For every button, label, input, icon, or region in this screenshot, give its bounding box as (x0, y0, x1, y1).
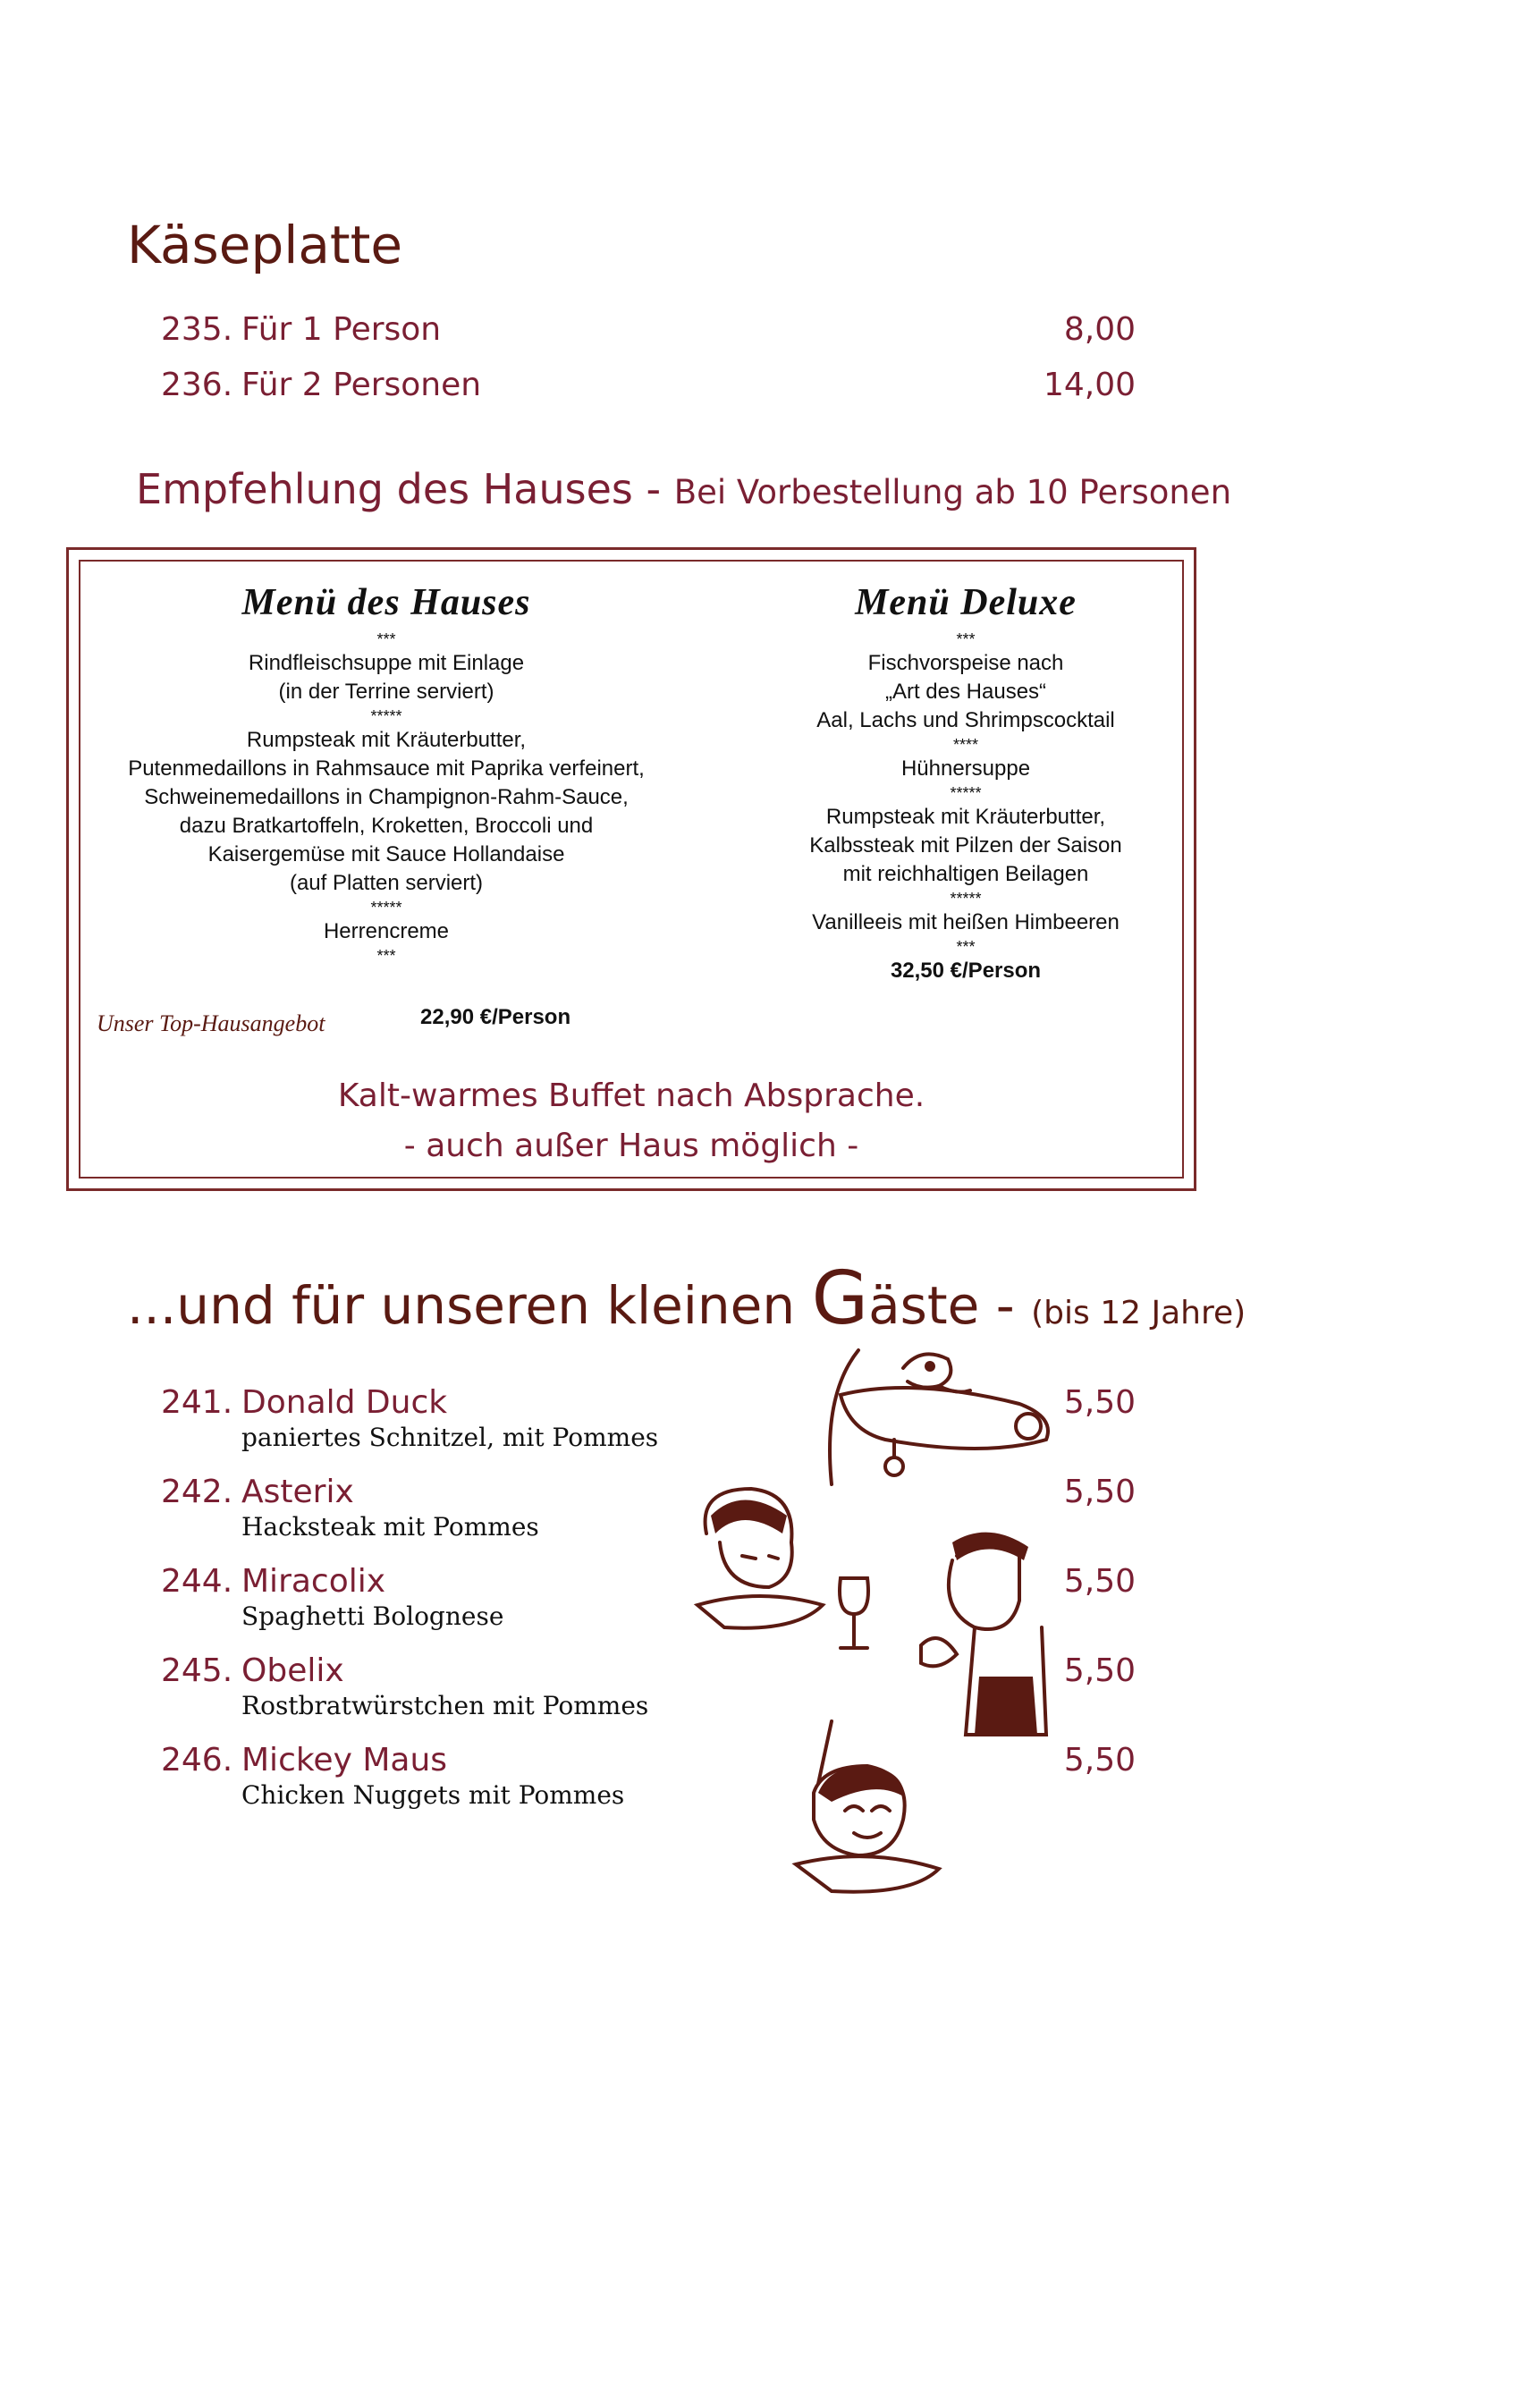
separator: *** (956, 630, 976, 648)
mickey-boy-illustration (778, 1712, 957, 1900)
menu-line: Fischvorspeise nach (867, 651, 1064, 675)
menu-title: Menü Deluxe (855, 582, 1077, 623)
menu-line: Herrencreme (323, 919, 450, 943)
item-name: Für 2 Personen (241, 367, 482, 403)
menu-line: Vanilleeis mit heißen Himbeeren (812, 910, 1120, 934)
separator: ***** (370, 899, 402, 917)
menu-line: dazu Bratkartoffeln, Kroketten, Broccoli und (179, 814, 594, 838)
buffet-line: - auch außer Haus möglich - (403, 1128, 859, 1164)
kids-title-pre: ...und für unseren kleinen (127, 1275, 812, 1336)
kaeseplatte-heading: Käseplatte (127, 215, 403, 275)
item-number: 236. (161, 367, 233, 403)
menu-line: Putenmedaillons in Rahmsauce mit Paprika verfeinert, (128, 756, 645, 781)
kids-title-initial: G (811, 1256, 869, 1341)
separator: *** (376, 630, 396, 648)
empfehlung-subtitle: Bei Vorbestellung ab 10 Personen (673, 473, 1232, 511)
item-number: 242. (161, 1474, 233, 1510)
menu-line: (auf Platten serviert) (289, 871, 484, 895)
separator: ***** (370, 707, 402, 725)
menu-line: mit reichhaltigen Beilagen (842, 862, 1089, 886)
menu-line: Schweinemedaillons in Champignon-Rahm-Sauce, (144, 785, 629, 809)
buffet-line: Kalt-warmes Buffet nach Absprache. (337, 1077, 925, 1114)
asterix-eating-illustration (689, 1480, 894, 1659)
item-description: Rostbratwürstchen mit Pommes (241, 1691, 649, 1720)
item-description: Chicken Nuggets mit Pommes (241, 1780, 625, 1810)
item-name: Donald Duck (241, 1384, 448, 1421)
item-price: 5,50 (1063, 1384, 1136, 1421)
separator: ***** (950, 890, 982, 908)
empfehlung-title: Empfehlung des Hauses - (136, 465, 674, 513)
item-price: 14,00 (1043, 367, 1136, 403)
menu-des-hauses (100, 576, 672, 966)
kids-heading (127, 1256, 1246, 1341)
menu-line: Rindfleischsuppe mit Einlage (248, 651, 525, 675)
menu-title: Menü des Hauses (241, 582, 531, 623)
item-price: 5,50 (1063, 1742, 1136, 1779)
menu-hauses-price: 22,90 €/Person (420, 1005, 571, 1029)
menu-line: Kaisergemüse mit Sauce Hollandaise (207, 842, 565, 866)
item-name: Asterix (241, 1474, 354, 1510)
menu-item-235 (161, 311, 1136, 348)
item-description: Hacksteak mit Pommes (241, 1512, 539, 1542)
item-price: 5,50 (1063, 1474, 1136, 1510)
item-price: 5,50 (1063, 1652, 1136, 1689)
menu-line: (in der Terrine serviert) (278, 680, 494, 704)
item-name: Für 1 Person (241, 311, 442, 348)
item-name: Mickey Maus (241, 1742, 448, 1779)
menu-line: Rumpsteak mit Kräuterbutter, (825, 805, 1106, 829)
airplane-duck-illustration (805, 1341, 1073, 1493)
menu-line: Kalbssteak mit Pilzen der Saison (809, 833, 1122, 858)
kids-title-post: äste - (868, 1275, 1032, 1336)
menu-line: Aal, Lachs und Shrimpscocktail (816, 708, 1115, 732)
item-number: 246. (161, 1742, 233, 1779)
menu-deluxe-price: 32,50 €/Person (890, 959, 1042, 983)
item-number: 235. (161, 311, 233, 348)
menu-line: Hühnersuppe (900, 756, 1031, 781)
item-number: 245. (161, 1652, 233, 1689)
item-number: 244. (161, 1563, 233, 1600)
kids-title-sub: (bis 12 Jahre) (1031, 1295, 1246, 1331)
separator: **** (952, 736, 979, 754)
top-offer-label: Unser Top-Hausangebot (97, 1010, 325, 1036)
buffet-note (79, 1071, 1184, 1171)
separator: ***** (950, 784, 982, 802)
item-description: Spaghetti Bolognese (241, 1601, 504, 1631)
menu-line: „Art des Hauses“ (884, 680, 1047, 704)
item-price: 8,00 (1063, 311, 1136, 348)
menu-line: Rumpsteak mit Kräuterbutter, (246, 728, 527, 752)
kids-item-246 (161, 1742, 1136, 1810)
separator: *** (956, 938, 976, 956)
item-name: Miracolix (241, 1563, 386, 1600)
empfehlung-heading (136, 465, 1231, 513)
item-number: 241. (161, 1384, 233, 1421)
menu-deluxe (769, 576, 1162, 985)
item-name: Obelix (241, 1652, 344, 1689)
item-description: paniertes Schnitzel, mit Pommes (241, 1423, 659, 1452)
separator: *** (376, 947, 396, 965)
item-price: 5,50 (1063, 1563, 1136, 1600)
miracolix-illustration (903, 1520, 1064, 1744)
menu-item-236 (161, 367, 1136, 403)
